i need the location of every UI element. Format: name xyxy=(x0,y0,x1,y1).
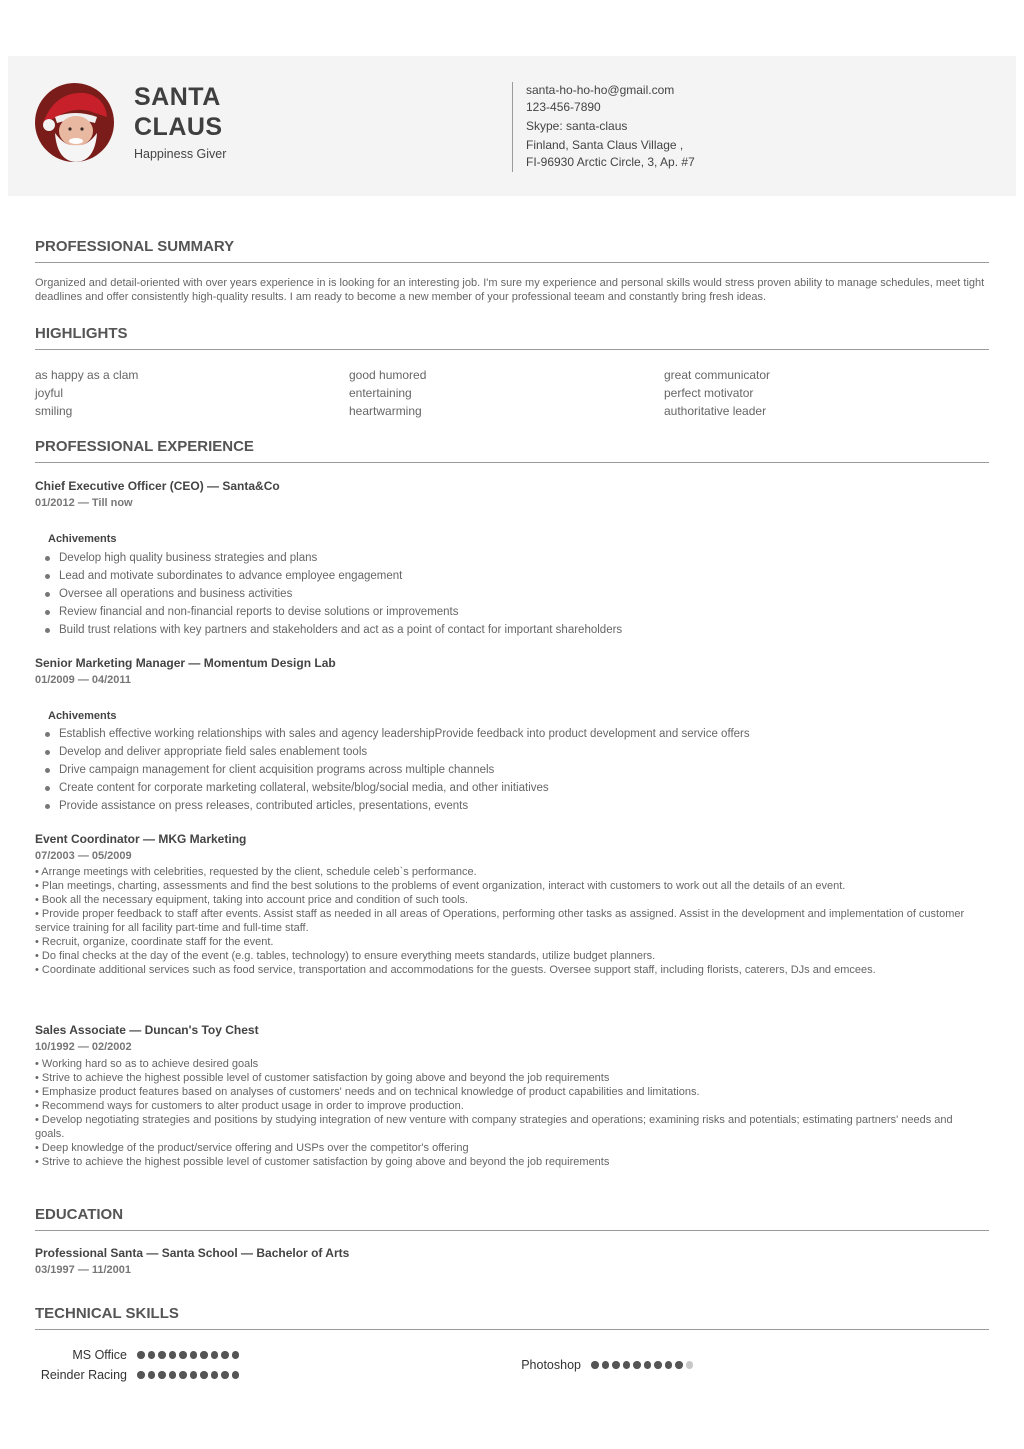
skill-row xyxy=(35,1348,239,1362)
rating-dot-filled xyxy=(591,1361,599,1369)
list-item: Lead and motivate subordinates to advance employee engagement xyxy=(44,567,622,585)
list-item: • Strive to achieve the highest possible level of customer satisfaction by going above and beyond the job requirements xyxy=(35,1156,610,1168)
skill-name: Reinder Racing xyxy=(40,1368,127,1382)
summary-text: Organized and detail-oriented with over years experience in is looking for an interesting job. I'm sure my experience and personal skills would stress proven ability to manage schedules, meet tight deadlines and offer consistently high-quality results. I am ready to become a new member of your professional teeam and constantly bring fresh ideas. xyxy=(35,277,985,303)
highlight-item: smiling xyxy=(35,404,73,418)
section-title-skills: TECHNICAL SKILLS xyxy=(35,1305,989,1330)
skill-rating xyxy=(591,1361,693,1369)
list-item: • Develop negotiating strategies and positions by studying integration of new venture with company strategies and operations; examining risks and potentials; estimating partners' needs and goals. xyxy=(35,1114,953,1140)
section-title-experience: PROFESSIONAL EXPERIENCE xyxy=(35,438,989,463)
rating-dot-filled xyxy=(232,1371,240,1379)
address-line-2: FI-96930 Arctic Circle, 3, Ap. #7 xyxy=(526,155,695,169)
job-duties xyxy=(35,865,975,977)
list-item: Provide assistance on press releases, contributed articles, presentations, events xyxy=(44,797,750,815)
rating-dot-filled xyxy=(221,1351,229,1359)
candidate-name xyxy=(134,82,223,142)
skill-rating xyxy=(137,1351,239,1359)
highlight-item: heartwarming xyxy=(349,404,422,418)
address-line-1: Finland, Santa Claus Village , xyxy=(526,138,684,152)
list-item: • Do final checks at the day of the event (e.g. tables, technology) to ensure everything meets standards, utilize budget planners. xyxy=(35,950,656,962)
list-item: Create content for corporate marketing collateral, website/blog/social media, and other initiatives xyxy=(44,779,750,797)
highlight-item: great communicator xyxy=(664,368,771,382)
list-item: • Arrange meetings with celebrities, requested by the client, schedule celeb`s performance. xyxy=(35,866,477,878)
rating-dot-filled xyxy=(169,1371,177,1379)
list-item: Develop and deliver appropriate field sales enablement tools xyxy=(44,743,750,761)
list-item: Develop high quality business strategies and plans xyxy=(44,549,622,567)
highlight-item: entertaining xyxy=(349,386,412,400)
rating-dot-filled xyxy=(623,1361,631,1369)
achievements-label: Achivements xyxy=(48,710,117,722)
rating-dot-filled xyxy=(602,1361,610,1369)
list-item: Drive campaign management for client acquisition programs across multiple channels xyxy=(44,761,750,779)
resume-header xyxy=(8,56,1016,196)
skill-row xyxy=(480,1358,693,1372)
email[interactable]: santa-ho-ho-ho@gmail.com xyxy=(526,83,675,97)
rating-dot-filled xyxy=(148,1371,156,1379)
phone[interactable]: 123-456-7890 xyxy=(526,100,601,114)
list-item: Establish effective working relationships with sales and agency leadershipProvide feedback into product development and service offers xyxy=(44,725,750,743)
achievements-label: Achivements xyxy=(48,533,117,545)
rating-dot-filled xyxy=(148,1351,156,1359)
first-name: SANTA xyxy=(134,83,221,111)
list-item: • Emphasize product features based on analyses of customers' needs and on technical knowledge of product capabilities and limitations. xyxy=(35,1086,700,1098)
rating-dot-filled xyxy=(158,1371,166,1379)
contact-info xyxy=(512,82,695,172)
list-item: Review financial and non-financial reports to devise solutions or improvements xyxy=(44,603,622,621)
rating-dot-filled xyxy=(221,1371,229,1379)
rating-dot-filled xyxy=(190,1371,198,1379)
skill-name: Photoshop xyxy=(521,1358,581,1372)
list-item: Build trust relations with key partners and stakeholders and act as a point of contact for important shareholders xyxy=(44,621,622,639)
rating-dot-filled xyxy=(654,1361,662,1369)
rating-dot-filled xyxy=(665,1361,673,1369)
list-item: Oversee all operations and business activities xyxy=(44,585,622,603)
list-item: • Provide proper feedback to staff after events. Assist staff as needed in all areas of Operations, performing other tasks as assigned. Assist in the development and implementation of customer service training for all facility part-time and full-time staff. xyxy=(35,908,965,934)
job-title: Event Coordinator — MKG Marketing xyxy=(35,832,247,846)
skill-rating xyxy=(137,1371,239,1379)
job-date: 10/1992 — 02/2002 xyxy=(35,1041,132,1053)
list-item: • Book all the necessary equipment, taking into account price and condition of such tools. xyxy=(35,894,469,906)
rating-dot-filled xyxy=(211,1351,219,1359)
list-item: • Plan meetings, charting, assessments and find the best solutions to the problems of event organization, interact with customers to work out all the details of an event. xyxy=(35,880,846,892)
section-title-summary: PROFESSIONAL SUMMARY xyxy=(35,238,989,263)
rating-dot-filled xyxy=(232,1351,240,1359)
skill-name: MS Office xyxy=(72,1348,127,1362)
rating-dot-filled xyxy=(190,1351,198,1359)
rating-dot-filled xyxy=(211,1371,219,1379)
job-date: 07/2003 — 05/2009 xyxy=(35,850,132,862)
rating-dot-filled xyxy=(179,1351,187,1359)
job-date: 01/2009 — 04/2011 xyxy=(35,674,132,686)
achievements-list xyxy=(44,725,750,815)
rating-dot-filled xyxy=(137,1371,145,1379)
highlights-column-1 xyxy=(35,366,138,420)
rating-dot-empty xyxy=(686,1361,694,1369)
last-name: CLAUS xyxy=(134,113,223,141)
job-date: 01/2012 — Till now xyxy=(35,497,133,509)
highlight-item: authoritative leader xyxy=(664,404,767,418)
rating-dot-filled xyxy=(675,1361,683,1369)
profile-photo xyxy=(35,83,114,162)
rating-dot-filled xyxy=(644,1361,652,1369)
highlight-item: as happy as a clam xyxy=(35,368,139,382)
achievements-list xyxy=(44,549,622,639)
rating-dot-filled xyxy=(612,1361,620,1369)
rating-dot-filled xyxy=(633,1361,641,1369)
highlights-column-2 xyxy=(349,366,426,420)
rating-dot-filled xyxy=(137,1351,145,1359)
highlights-column-3 xyxy=(664,366,770,420)
highlight-item: good humored xyxy=(349,368,427,382)
education-date: 03/1997 — 11/2001 xyxy=(35,1264,132,1276)
candidate-subtitle: Happiness Giver xyxy=(134,147,227,161)
job-title: Sales Associate — Duncan's Toy Chest xyxy=(35,1023,259,1037)
job-duties xyxy=(35,1057,975,1169)
education-degree: Professional Santa — Santa School — Bachelor of Arts xyxy=(35,1246,350,1260)
list-item: • Recruit, organize, coordinate staff for the event. xyxy=(35,936,274,948)
skill-row xyxy=(35,1368,239,1382)
list-item: • Strive to achieve the highest possible level of customer satisfaction by going above and beyond the job requirements xyxy=(35,1072,610,1084)
rating-dot-filled xyxy=(200,1371,208,1379)
rating-dot-filled xyxy=(158,1351,166,1359)
highlight-item: perfect motivator xyxy=(664,386,754,400)
rating-dot-filled xyxy=(169,1351,177,1359)
rating-dot-filled xyxy=(200,1351,208,1359)
section-title-highlights: HIGHLIGHTS xyxy=(35,325,989,350)
list-item: • Working hard so as to achieve desired goals xyxy=(35,1058,259,1070)
skype: Skype: santa-claus xyxy=(526,119,628,133)
highlight-item: joyful xyxy=(35,386,64,400)
list-item: • Recommend ways for customers to alter product usage in order to improve production. xyxy=(35,1100,464,1112)
job-title: Senior Marketing Manager — Momentum Design Lab xyxy=(35,656,336,670)
section-title-education: EDUCATION xyxy=(35,1206,989,1231)
job-title: Chief Executive Officer (CEO) — Santa&Co xyxy=(35,479,280,493)
rating-dot-filled xyxy=(179,1371,187,1379)
list-item: • Coordinate additional services such as food service, transportation and accommodations for the guests. Oversee support staff, including florists, caterers, DJs and emcees. xyxy=(35,964,876,976)
list-item: • Deep knowledge of the product/service offering and USPs over the competitor's offering xyxy=(35,1142,469,1154)
